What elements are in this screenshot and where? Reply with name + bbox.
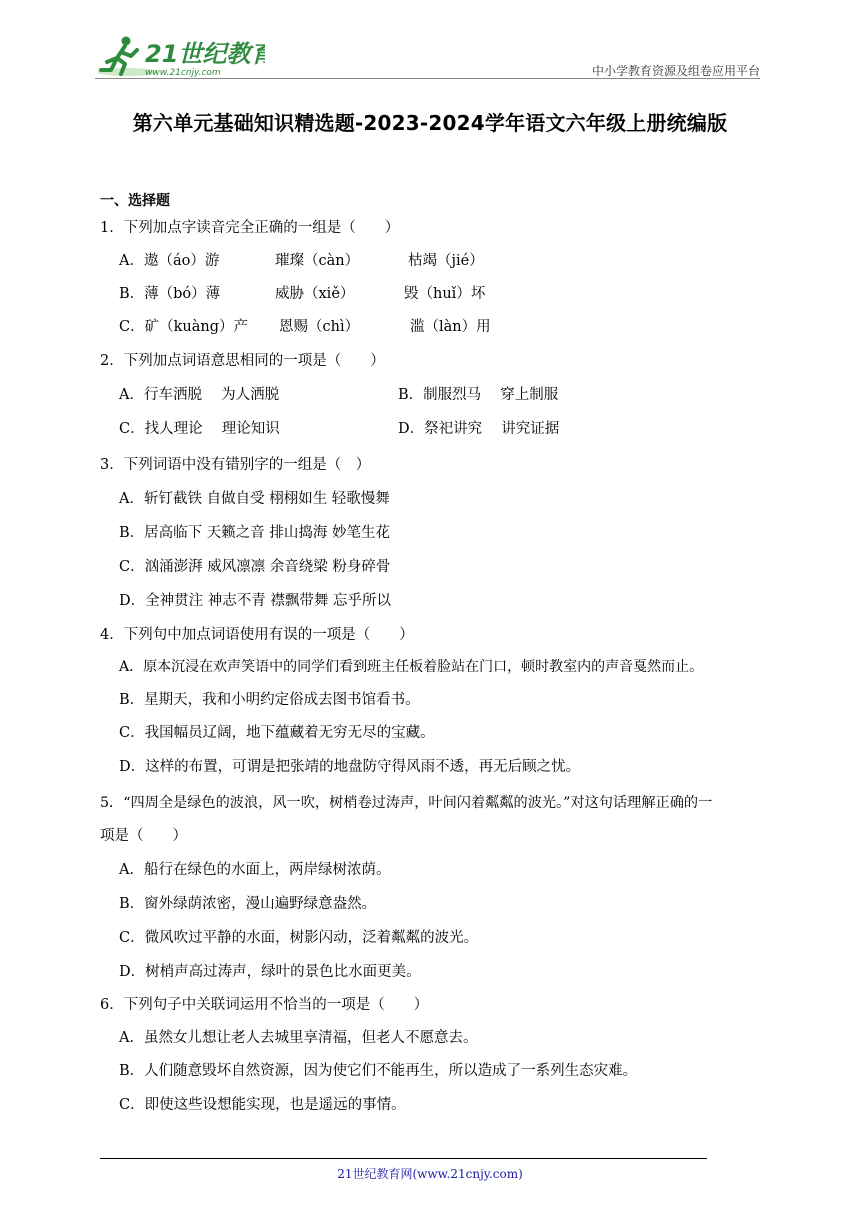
option-item: C．即使这些设想能实现，也是遥远的事情。 (119, 1097, 406, 1113)
option-cell: C．矿（kuàng）产 (119, 319, 248, 335)
option-item: C．汹涌澎湃 威风凛凛 余音绕梁 粉身碎骨 (119, 559, 391, 575)
question-stem: 1．下列加点字读音完全正确的一组是（ ） (100, 220, 400, 236)
runner-logo-icon (95, 32, 265, 80)
question-stem: 4．下列句中加点词语使用有误的一项是（ ） (100, 627, 414, 643)
option-item: B．窗外绿荫浓密，漫山遍野绿意盎然。 (119, 896, 377, 912)
option-cell: 枯竭（jié） (408, 253, 484, 269)
option-cell: C．找人理论 理论知识 (119, 421, 280, 437)
option-cell: 恩赐（chì） (279, 319, 360, 335)
question-stem: 5．“四周全是绿色的波浪，风一吹，树梢卷过涛声，叶间闪着粼粼的波光。”对这句话理解正确的一 (100, 795, 713, 811)
option-cell: B．薄（bó）薄 (119, 286, 221, 302)
question-stem: 6．下列句子中关联词运用不恰当的一项是（ ） (100, 997, 429, 1013)
option-item: A．虽然女儿想让老人去城里享清福，但老人不愿意去。 (119, 1030, 478, 1046)
svg-text:21世纪教育: 21世纪教育 (145, 40, 265, 68)
question-stem: 2．下列加点词语意思相同的一项是（ ） (100, 353, 385, 369)
platform-name: 中小学教育资源及组卷应用平台 (591, 64, 760, 78)
option-item: A．船行在绿色的水面上，两岸绿树浓荫。 (119, 862, 391, 878)
site-logo[interactable] (95, 32, 265, 80)
question-stem: 3．下列词语中没有错别字的一组是（ ） (100, 457, 371, 473)
option-item: A．原本沉浸在欢声笑语中的同学们看到班主任板着脸站在门口，顿时教室内的声音戛然而止。 (119, 659, 704, 675)
option-cell: 威胁（xiě） (275, 286, 355, 302)
page-header (95, 32, 760, 80)
option-item: A．斩钉截铁 自做自受 栩栩如生 轻歌慢舞 (119, 491, 390, 507)
option-item: C．我国幅员辽阔，地下蕴藏着无穷无尽的宝藏。 (119, 725, 435, 741)
option-item: C．微风吹过平静的水面，树影闪动，泛着粼粼的波光。 (119, 930, 479, 946)
footer-link[interactable]: 21世纪教育网(www.21cnjy.com) (337, 1167, 523, 1181)
option-row (119, 419, 719, 439)
document-title: 第六单元基础知识精选题-2023-2024学年语文六年级上册统编版 (132, 111, 728, 135)
option-cell: 璀璨（càn） (275, 253, 360, 269)
header-divider (95, 78, 760, 79)
option-row (119, 251, 619, 271)
option-row (119, 385, 719, 405)
footer-divider (100, 1158, 707, 1159)
option-item: B．居高临下 天籁之音 排山捣海 妙笔生花 (119, 525, 390, 541)
section-heading: 一、选择题 (100, 193, 170, 209)
option-cell: A．行车洒脱 为人洒脱 (119, 387, 280, 403)
option-cell: A．遨（áo）游 (119, 253, 220, 269)
option-cell: 滥（làn）用 (410, 319, 491, 335)
option-item: D．树梢声高过涛声，绿叶的景色比水面更美。 (119, 964, 421, 980)
svg-text:www.21cnjy.com: www.21cnjy.com (145, 68, 221, 78)
question-stem-continued: 项是（ ） (100, 828, 187, 844)
option-item: B．人们随意毁坏自然资源，因为使它们不能再生，所以造成了一系列生态灾难。 (119, 1063, 638, 1079)
option-item: D．全神贯注 神志不青 襟飘带舞 忘乎所以 (119, 593, 391, 609)
option-cell: B．制服烈马 穿上制服 (398, 387, 559, 403)
option-cell: D．祭祀讲究 讲究证据 (398, 421, 560, 437)
option-row (119, 284, 619, 304)
option-item: D．这样的布置，可谓是把张靖的地盘防守得风雨不透，再无后顾之忧。 (119, 759, 581, 775)
option-cell: 毁（huǐ）坏 (404, 286, 486, 302)
option-row (119, 317, 619, 337)
option-item: B．星期天，我和小明约定俗成去图书馆看书。 (119, 692, 420, 708)
